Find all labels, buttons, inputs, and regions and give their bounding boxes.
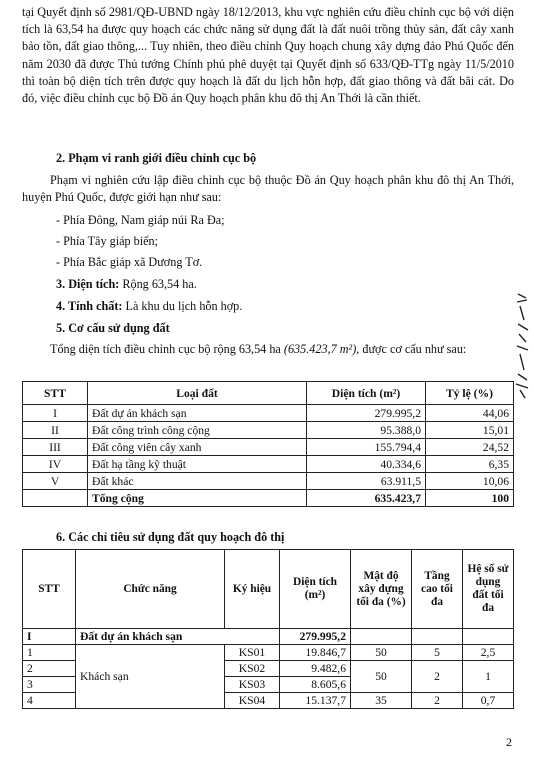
cell-density: 50 [351,661,412,693]
cell-ratio: 44,06 [426,405,514,422]
section-5-text-italic: (635.423,7 m²) [283,342,357,356]
cell-far: 1 [463,661,514,693]
bound-west: - Phía Tây giáp biển; [56,234,158,248]
col-stt: STT [23,550,76,629]
bound-east-south: - Phía Đông, Nam giáp núi Ra Đa; [56,213,225,227]
cell-land-type: Đất dự án khách sạn [88,405,307,422]
col-area: Diện tích (m²) [280,550,351,629]
cell-symbol: KS03 [225,677,280,693]
cell-density: 50 [351,645,412,661]
cell-density: 35 [351,693,412,709]
cell-area: 155.794,4 [307,439,426,456]
table-row [23,473,514,490]
col-floors: Tầng cao tối đa [412,550,463,629]
col-far: Hệ số sử dụng đất tối đa [463,550,514,629]
page-number: 2 [506,735,512,749]
cell-stt: I [23,405,88,422]
intro-paragraph: tại Quyết định số 2981/QĐ-UBND ngày 18/12/2013, khu vực nghiên cứu điều chỉnh cục bộ với diện tích là 63,54 ha được quy hoạch các chức năng sử dụng đất là đất nuôi trồng thủy sản, đất cây xanh bảo tồn, đất giao thông,... Tuy nhiên, theo điều chỉnh Quy hoạch chung xây dựng đảo Phú Quốc đến năm 2030 đã được Thủ tướng Chính phủ phê duyệt tại Quyết định số 633/QĐ-TTg ngày 11/5/2010 thì toàn bộ diện tích trên được quy hoạch là đất du lịch hỗn hợp, đất giao thông và đất bãi cát. Do đó, việc điều chỉnh cục bộ Đồ án Quy hoạch phân khu đô thị An Thới là cần thiết. [22,5,514,106]
section-5-text-before: Tổng diện tích điều chỉnh cục bộ rộng 63,54 ha [50,342,284,356]
table-row [23,456,514,473]
table-header-row [23,550,514,629]
cell-ratio: 10,06 [426,473,514,490]
table-row [23,439,514,456]
cell-far: 0,7 [463,693,514,709]
table-row [23,405,514,422]
cell-ratio: 6,35 [426,456,514,473]
cell-area: 95.388,0 [307,422,426,439]
col-area: Diện tích (m²) [307,382,426,405]
section-3-value: Rộng 63,54 ha. [119,277,197,291]
cell-land-type: Đất khác [88,473,307,490]
table-header-row [23,382,514,405]
col-symbol: Ký hiệu [225,550,280,629]
section-6-heading: 6. Các chỉ tiêu sử dụng đất quy hoạch đô thị [56,530,285,544]
cell-stt: 1 [23,645,76,661]
cell-stt: 3 [23,677,76,693]
cell-symbol: KS01 [225,645,280,661]
cell-far [463,629,514,645]
land-use-indicator-table [22,549,514,709]
col-land-type: Loại đất [88,382,307,405]
cell-floors: 5 [412,645,463,661]
cell-total-area: 635.423,7 [307,490,426,507]
col-ratio: Tỷ lệ (%) [426,382,514,405]
table-row [23,645,514,661]
section-2-heading: 2. Phạm vi ranh giới điều chỉnh cục bộ [56,151,257,165]
cell-function: Đất dự án khách sạn [76,629,280,645]
cell-land-type: Đất công trình công cộng [88,422,307,439]
cell-floors: 2 [412,661,463,693]
section-4-nature [56,298,242,315]
cell-symbol: KS02 [225,661,280,677]
cell-land-type: Đất hạ tầng kỹ thuật [88,456,307,473]
table-total-row [23,490,514,507]
col-stt: STT [23,382,88,405]
cell-area: 15.137,7 [280,693,351,709]
cell-ratio: 15,01 [426,422,514,439]
section-5-paragraph [22,341,514,358]
land-use-structure-table [22,381,514,507]
cell-area: 63.911,5 [307,473,426,490]
cell-stt: III [23,439,88,456]
cell-area: 279.995,2 [307,405,426,422]
cell-ratio: 24,52 [426,439,514,456]
cell-density [351,629,412,645]
bound-north: - Phía Bắc giáp xã Dương Tơ. [56,255,203,269]
cell-stt: 2 [23,661,76,677]
cell-total-label: Tổng cộng [88,490,307,507]
section-5-heading: 5. Cơ cấu sử dụng đất [56,321,170,335]
cell-area: 9.482,6 [280,661,351,677]
col-function: Chức năng [76,550,225,629]
section-3-label: 3. Diện tích: [56,277,120,291]
section-4-label: 4. Tính chất: [56,299,123,313]
section-2-paragraph: Phạm vi nghiên cứu lập điều chỉnh cục bộ thuộc Đồ án Quy hoạch phân khu đô thị An Thới, huyện Phú Quốc, được giới hạn như sau: [22,173,514,205]
cell-land-type: Đất công viên cây xanh [88,439,307,456]
col-density: Mật độ xây dựng tối đa (%) [351,550,412,629]
margin-signature-mark [512,290,534,400]
cell-stt: V [23,473,88,490]
cell-area: 279.995,2 [280,629,351,645]
table-group-row [23,629,514,645]
cell-stt: 4 [23,693,76,709]
table-row [23,422,514,439]
section-4-value: Là khu du lịch hỗn hợp. [122,299,243,313]
cell-area: 8.605,6 [280,677,351,693]
cell-area: 40.334,6 [307,456,426,473]
section-3-area [56,276,197,293]
cell-floors: 2 [412,693,463,709]
cell-stt [23,490,88,507]
cell-far: 2,5 [463,645,514,661]
cell-area: 19.846,7 [280,645,351,661]
cell-stt: II [23,422,88,439]
section-5-text-after: , được cơ cấu như sau: [356,342,467,356]
cell-stt: IV [23,456,88,473]
cell-floors [412,629,463,645]
cell-function-hotel: Khách sạn [76,645,225,709]
cell-total-ratio: 100 [426,490,514,507]
cell-stt: I [23,629,76,645]
cell-symbol: KS04 [225,693,280,709]
